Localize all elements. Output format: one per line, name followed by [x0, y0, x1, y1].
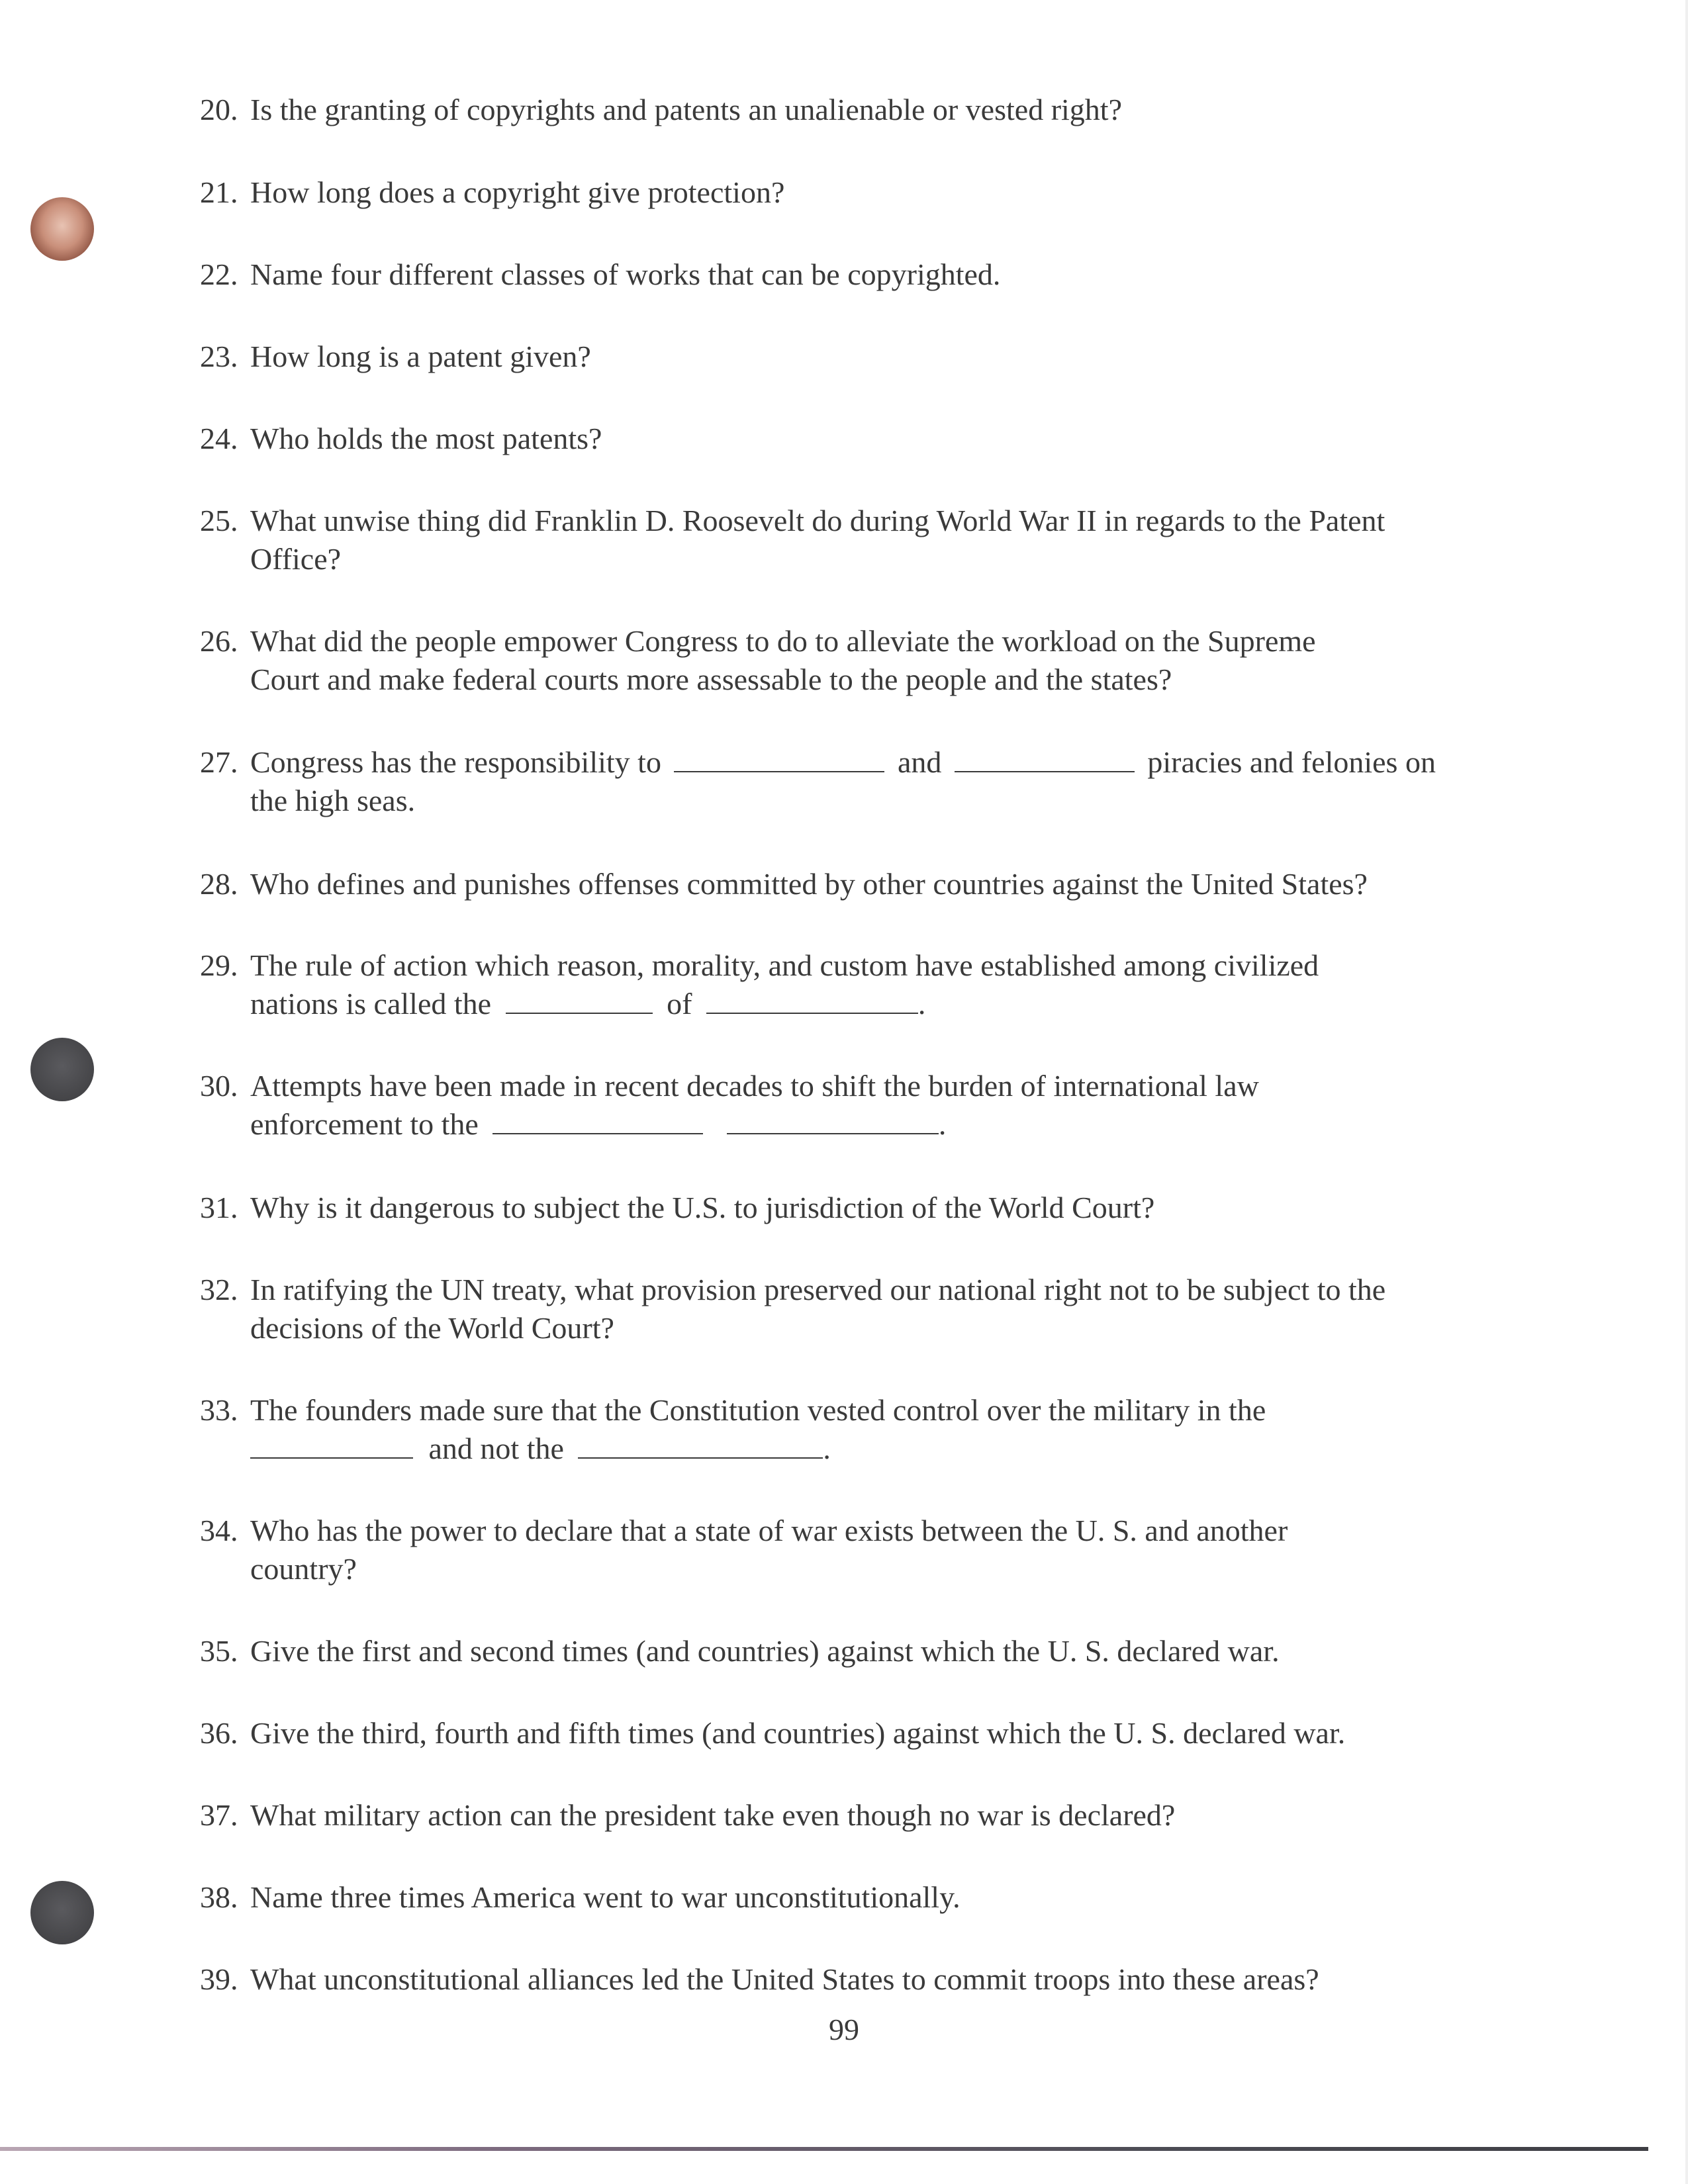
- fill-in-blank[interactable]: [706, 986, 918, 1014]
- question-number: 20.: [200, 93, 238, 126]
- question-line: [250, 985, 1524, 1023]
- question-33: [200, 1391, 1524, 1468]
- question-24: [200, 420, 1524, 458]
- question-23: [200, 338, 1524, 376]
- question-number: 35.: [200, 1634, 238, 1668]
- question-line: Court and make federal courts more assessable to the people and the states?: [250, 662, 1172, 696]
- question-text: Give the first and second times (and countries) against which the U. S. declared war.: [250, 1634, 1280, 1668]
- question-number: 23.: [200, 340, 238, 373]
- question-line: country?: [250, 1552, 357, 1586]
- question-line: The founders made sure that the Constitution vested control over the military in the: [250, 1393, 1266, 1427]
- question-21: [200, 173, 1524, 212]
- question-text: [250, 502, 1524, 578]
- question-text: What unconstitutional alliances led the United States to commit troops into these areas?: [250, 1962, 1319, 1996]
- question-line: decisions of the World Court?: [250, 1311, 614, 1345]
- question-line: In ratifying the UN treaty, what provision preserved our national right not to be subject to the: [250, 1273, 1386, 1306]
- question-text: Is the granting of copyrights and patents an unalienable or vested right?: [250, 93, 1122, 126]
- question-35: [200, 1632, 1524, 1670]
- question-32: [200, 1271, 1524, 1347]
- question-number: 26.: [200, 624, 238, 658]
- question-line: What unwise thing did Franklin D. Roosevelt do during World War II in regards to the Patent: [250, 504, 1385, 537]
- question-line: Who has the power to declare that a state of war exists between the U. S. and another: [250, 1514, 1288, 1547]
- question-number: 31.: [200, 1191, 238, 1224]
- question-number: 36.: [200, 1716, 238, 1750]
- question-number: 34.: [200, 1514, 238, 1547]
- question-20: [200, 91, 1524, 129]
- question-28: [200, 865, 1524, 903]
- text-fragment: and not the: [428, 1432, 564, 1465]
- question-number: 28.: [200, 867, 238, 901]
- question-text: Who holds the most patents?: [250, 422, 602, 455]
- question-number: 39.: [200, 1962, 238, 1996]
- question-37: [200, 1796, 1524, 1835]
- text-fragment: .: [938, 1107, 947, 1141]
- question-line: [250, 1430, 1524, 1468]
- question-number: 32.: [200, 1273, 238, 1306]
- question-line: the high seas.: [250, 784, 416, 817]
- question-text: [250, 1512, 1524, 1588]
- question-number: 21.: [200, 175, 238, 209]
- fill-in-blank[interactable]: [727, 1107, 939, 1134]
- question-36: [200, 1714, 1524, 1752]
- question-38: [200, 1878, 1524, 1917]
- question-31: [200, 1189, 1524, 1227]
- fill-in-blank[interactable]: [492, 1107, 703, 1134]
- question-number: 24.: [200, 422, 238, 455]
- text-fragment: Congress has the responsibility to: [250, 745, 661, 779]
- question-number: 30.: [200, 1069, 238, 1103]
- text-fragment: .: [823, 1432, 831, 1465]
- question-22: [200, 255, 1524, 294]
- question-text: How long does a copyright give protection?: [250, 175, 785, 209]
- question-text: [250, 946, 1524, 1023]
- question-text: Give the third, fourth and fifth times (and countries) against which the U. S. declared war.: [250, 1716, 1346, 1750]
- page-number: 99: [829, 2013, 859, 2046]
- fill-in-blank[interactable]: [674, 745, 884, 772]
- fill-in-blank[interactable]: [578, 1431, 823, 1459]
- text-fragment: and: [897, 745, 942, 779]
- question-line: The rule of action which reason, morality, and custom have established among civilized: [250, 948, 1319, 982]
- question-line: Attempts have been made in recent decades to shift the burden of international law: [250, 1069, 1259, 1103]
- question-text: [250, 1391, 1524, 1468]
- question-text: [250, 1067, 1524, 1144]
- fill-in-blank[interactable]: [250, 1431, 413, 1459]
- text-fragment: nations is called the: [250, 987, 492, 1021]
- binder-hole-top: [30, 197, 94, 261]
- question-line: [250, 1105, 1524, 1144]
- question-number: 33.: [200, 1393, 238, 1427]
- question-text: What military action can the president take even though no war is declared?: [250, 1798, 1176, 1832]
- question-text: Name four different classes of works that can be copyrighted.: [250, 257, 1001, 291]
- question-text: [250, 743, 1524, 820]
- question-text: Name three times America went to war unconstitutionally.: [250, 1880, 961, 1914]
- question-text: How long is a patent given?: [250, 340, 591, 373]
- question-number: 29.: [200, 948, 238, 982]
- question-text: [250, 622, 1524, 699]
- question-number: 27.: [200, 745, 238, 779]
- question-26: [200, 622, 1524, 699]
- question-34: [200, 1512, 1524, 1588]
- text-fragment: enforcement to the: [250, 1107, 479, 1141]
- question-number: 37.: [200, 1798, 238, 1832]
- question-39: [200, 1960, 1524, 1999]
- binder-hole-bottom: [30, 1881, 94, 1944]
- fill-in-blank[interactable]: [955, 745, 1135, 772]
- page-right-edge: [1685, 0, 1688, 2184]
- question-25: [200, 502, 1524, 578]
- question-30: [200, 1067, 1524, 1144]
- page-bottom-edge: [0, 2147, 1648, 2151]
- text-fragment: .: [917, 987, 926, 1021]
- question-number: 22.: [200, 257, 238, 291]
- fill-in-blank[interactable]: [506, 986, 653, 1014]
- binder-hole-middle: [30, 1038, 94, 1101]
- question-number: 38.: [200, 1880, 238, 1914]
- question-text: Who defines and punishes offenses committed by other countries against the United States?: [250, 867, 1368, 901]
- question-27: [200, 743, 1524, 820]
- text-fragment: of: [667, 987, 692, 1021]
- question-line: Office?: [250, 542, 342, 576]
- question-line: [250, 743, 1524, 782]
- text-fragment: piracies and felonies on: [1147, 745, 1436, 779]
- question-text: [250, 1271, 1524, 1347]
- question-29: [200, 946, 1524, 1023]
- question-number: 25.: [200, 504, 238, 537]
- question-line: What did the people empower Congress to do to alleviate the workload on the Supreme: [250, 624, 1316, 658]
- question-text: Why is it dangerous to subject the U.S. to jurisdiction of the World Court?: [250, 1191, 1155, 1224]
